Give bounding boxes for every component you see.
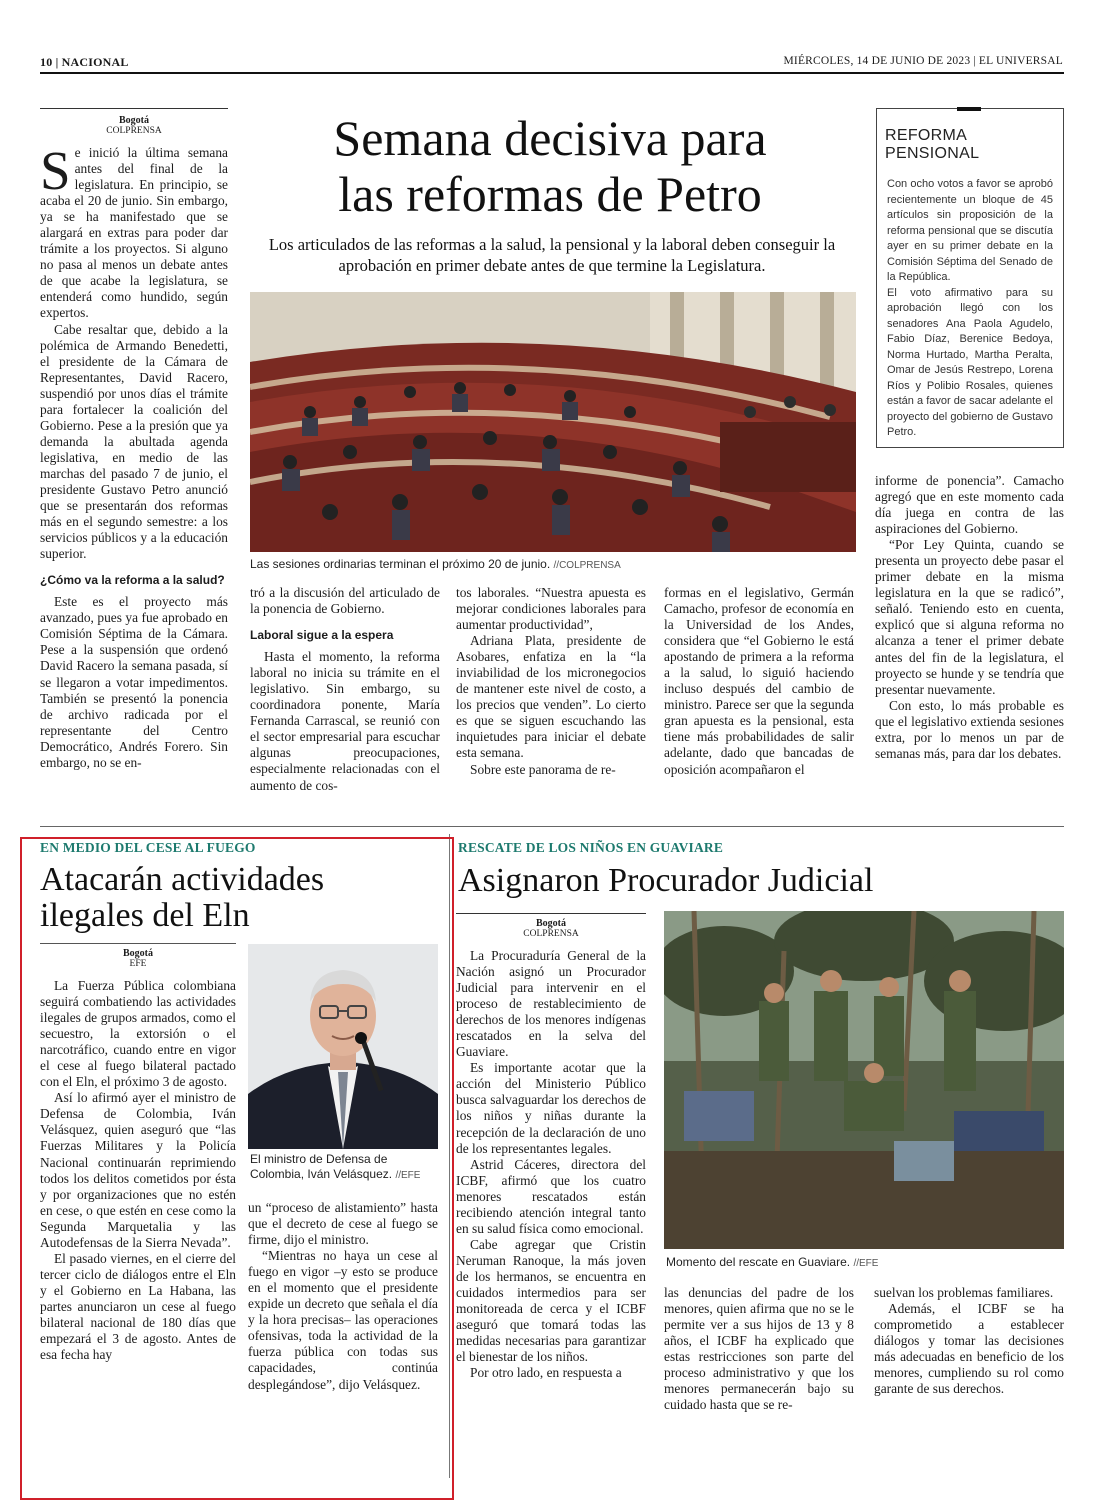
rescue-photo-caption: Momento del rescate en Guaviare. //EFE	[666, 1255, 879, 1269]
guaviare-col2: las denuncias del padre de los menores, quien afirma que no se le permite ver a sus hijos de 13 y 8 años, el ICBF ha explicado que estas restricciones son parte del proceso administrativo y que los menores permanecerán bajo su cuidado hasta que se re-	[664, 1285, 854, 1413]
sidebar-body: Con ocho votos a favor se aprobó recientemente un bloque de 45 artículos sin proposición de la reforma pensional que se discutía ayer en su primer debate en la Comisión Séptima del Senado de la República. El voto afirmativo para su aprobación llegó con los senadores Ana Paola Agudelo, Fabio Díaz, Berenice Bedoya, Norma Hurtado, Martha Peralta, Omar de Jesús Restrepo, Lorena Ríos y Polibio Rosales, quienes están a favor de sacar adelante el proyecto del gobierno de Gustavo Petro.	[887, 178, 1053, 438]
eln-photo-caption: El ministro de Defensa de Colombia, Iván Velásquez. //EFE	[250, 1152, 421, 1181]
guaviare-col3: suelvan los problemas familiares. Además, el ICBF se ha comprometido a establecer diálogos y tomar las decisiones más adecuadas en beneficio de los menores, cumpliendo su rol como garante de sus derechos.	[874, 1285, 1064, 1397]
main-col2: tró a la discusión del articulado de la ponencia de Gobierno. Laboral sigue a la espera Hasta el momento, la reforma laboral no inicia su trámite en el legislativo. Sin embargo, su coordinadora ponente, María Fernanda Carrascal, se reunió con el sector empresarial para escuchar algunas preocupaciones, especialmente relacionadas con el aumento de cos-	[250, 585, 440, 793]
subhead-laboral: Laboral sigue a la espera	[250, 628, 394, 643]
eln-col2: un “proceso de alistamiento” hasta que el decreto de cese al fuego se firme, dijo el ministro. “Mientras no haya un cese al fuego en vigor –y esto se produce en el momento que el presidente expide un decreto que señala el día y la hora precisas– las operaciones ofensivas, toda la actividad de la fuerza pública con todas sus capacidades, continúa desplegándose”, dijo Velásquez.	[248, 1200, 438, 1392]
date-paper-label: MIÉRCOLES, 14 DE JUNIO DE 2023 | EL UNIVERSAL	[783, 55, 1063, 67]
main-col3: tos laborales. “Nuestra apuesta es mejorar condiciones laborales para aumentar productividad”, Adriana Plata, presidente de Asobares, enfatiza en la “la inviabilidad de los micronegocios de mantener este nivel de costo, a los precios que venden”. Lo cierto es que se siguen escuchando las inquietudes para iniciar el debate esta semana. Sobre este panorama de re-	[456, 585, 646, 777]
guaviare-dateline: Bogotá COLPRENSA	[456, 913, 646, 940]
main-col5: informe de ponencia”. Camacho agregó que en este momento cada día juega en contra de las aspiraciones del Gobierno. “Por Ley Quinta, cuando se presenta un proyecto debe pasar el primer debate en la misma legislatura en la que se radicó”, señaló. Teniendo esto en cuenta, explicó que si alguna reforma no alcanza a tener el primer debate antes del fin de la legislatura, el proyecto se hunde y se tendría que presentar nuevamente. Con esto, lo más probable es que el legislativo extienda sesiones extra, por lo menos un par de semanas más, para dar los debates.	[875, 473, 1064, 761]
rescue-photo	[664, 911, 1064, 1249]
main-photo-caption: Las sesiones ordinarias terminan el próximo 20 de junio. //COLPRENSA	[250, 557, 621, 571]
guaviare-kicker: RESCATE DE LOS NIÑOS EN GUAVIARE	[458, 840, 724, 855]
main-col1	[40, 108, 228, 771]
main-deck: Los articulados de las reformas a la salud, la pensional y la laboral deben conseguir la aprobación en primer debate antes de que termine la Legislatura.	[268, 235, 836, 275]
eln-rule	[40, 943, 236, 944]
eln-col1: Bogotá EFE La Fuerza Pública colombiana seguirá combatiendo las actividades ilegales de grupos armados, como el secuestro, la extorsión o el narcotráfico, cuando entre en vigor el cese al fuego bilateral pactado con el Eln, el próximo 3 de agosto. Así lo afirmó ayer el ministro de Defensa de Colombia, Iván Velásquez, quien aseguró que “las Fuerzas Militares y la Policía Nacional continuarán reprimiendo todos los delitos cometidos por ésta y por organizaciones que no estén en cese, o que estén en cese como la Segunda Marquetalia y las Autodefensas de la Sierra Nevada”. El pasado viernes, en el cierre del tercer ciclo de diálogos entre el Eln y el Gobierno en La Habana, las partes anunciaron un cese al fuego bilateral nacional de 180 días que empezará el 3 de agosto. Antes de esa fecha hay	[40, 948, 236, 1363]
main-col4: formas en el legislativo, Germán Camacho, profesor de economía en la Universidad de los Andes, considera que “el Gobierno le está apostando de primera a la reforma a la salud, lo siguió haciendo incluso después del cambio de ministro. Parece ser que la segunda gran apuesta es la pensional, esta tiene más probabilidades de salir adelante, dado que bancadas de oposición acompañaron el	[664, 585, 854, 777]
page-section-label: 10 | NACIONAL	[40, 55, 129, 69]
eln-kicker: EN MEDIO DEL CESE AL FUEGO	[40, 840, 256, 855]
drop-cap: S	[40, 140, 71, 201]
main-col1-p2: Cabe resaltar que, debido a la polémica de Armando Benedetti, el presidente de la Cámara de Representantes, David Racero, suspendió por unos días el trámite para fortalecer la coalición del Gobierno. Pese a la presión que ya demanda la abultada agenda legislativa, en medio de las marchas del pasado 7 de junio, el presidente Gustavo Petro anunció que se presentarán dos reformas más en el segundo semestre: a los servicios públicos y a la educación superior.	[40, 321, 228, 562]
eln-dateline: Bogotá EFE	[123, 948, 153, 969]
sidebar-box	[876, 108, 1064, 448]
guaviare-col1: Bogotá COLPRENSA La Procuraduría General de la Nación asignó un Procurador Judicial para intervenir en el proceso de restablecimiento de derechos de los menores indígenas rescatados en la selva del Guaviare. Es importante acotar que la acción del Ministerio Público busca salvaguardar los derechos de los niños y niñas durante la recepción de la declaración de uno de los representantes legales. Astrid Cáceres, directora del ICBF, afirmó que los cuatro menores rescatados están recibiendo atención integral tanto en su salud física como emocional. Cabe agregar que Cristin Neruman Ranoque, la más joven de los hermanos, se encuentra en cuidados intermedios para ser monitoreada de cerca y el ICBF aseguró que tomará todas las medidas necesarias para garantizar el bienestar de los niños. Por otro lado, en respuesta a	[456, 913, 646, 1381]
guaviare-headline: Asignaron Procurador Judicial	[458, 862, 874, 899]
main-col1-p1: Se inició la última semana antes del final de la legislatura. En principio, se acaba el 20 de junio. Sin embargo, ya se ha manifestado que se alargará en extras para poder dar trámite a los proyectos. Si alguno no pasa al menos un debate antes de que acabe la legislatura, se entenderá como hundido, según expertos.	[40, 140, 228, 321]
sidebar-title: REFORMA PENSIONAL	[885, 127, 980, 162]
section-divider	[40, 826, 1064, 827]
main-headline: Semana decisiva para las reformas de Petro	[333, 110, 767, 222]
main-dateline: Bogotá COLPRENSA	[40, 108, 228, 137]
header-rule	[40, 72, 1064, 74]
main-col1-p3: Este es el proyecto más avanzado, pues ya fue aprobado en Comisión Séptima de la Cámara. Pese a la suspensión que ordenó David Racero la semana pasada, sí se llegaron a votar impedimentos. También se presentó la ponencia de archivo radicada por el representante del Centro Democrático, Andrés Forero. Sin embargo, no se en-	[40, 594, 228, 770]
congress-photo	[250, 292, 856, 552]
eln-headline: Atacarán actividades ilegales del Eln	[40, 861, 325, 934]
subhead-salud: ¿Cómo va la reforma a la salud?	[40, 573, 225, 588]
minister-photo	[248, 944, 438, 1149]
